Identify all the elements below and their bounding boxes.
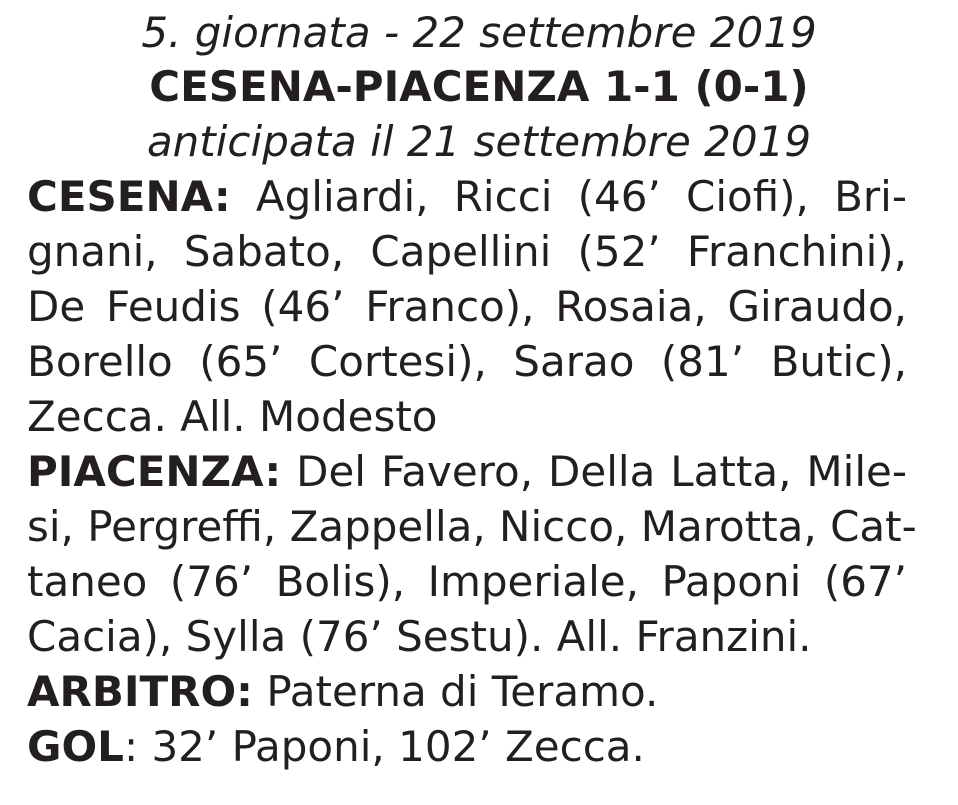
piacenza-lineup-text: Del Favero, Della Latta, Mile- [281,447,907,496]
piacenza-lineup-line-4: Cacia), Sylla (76’ Sestu). All. Franzini. [27,612,812,661]
goals-value: : 32’ Paponi, 102’ Zecca. [123,722,645,771]
cesena-lineup-line-4: Borello (65’ Cortesi), Sarao (81’ Butic), [27,337,907,386]
match-result-heading: CESENA-PIACENZA 1-1 (0-1) [149,62,809,111]
cesena-lineup-line-3: De Feudis (46’ Franco), Rosaia, Giraudo, [27,282,907,331]
cesena-lineup-line-2: gnani, Sabato, Capellini (52’ Franchini), [27,227,907,276]
referee-line [27,665,907,719]
referee-value: Paterna di Teramo. [252,667,659,716]
round-date-heading: 5. giornata - 22 settembre 2019 [141,8,817,57]
piacenza-lineup-line-1 [27,445,907,499]
cesena-lineup-line-1 [27,170,907,224]
piacenza-lineup-line-2: si, Pergreffi, Zappella, Nicco, Marotta, Cat- [27,502,917,551]
piacenza-lineup-line-3: taneo (76’ Bolis), Imperiale, Paponi (67’ [27,557,907,606]
cesena-lineup-line-5: Zecca. All. Modesto [27,392,438,441]
cesena-label: CESENA: [27,172,231,221]
cesena-lineup-text: Agliardi, Ricci (46’ Ciofi), Bri- [230,172,907,221]
goals-line [27,720,907,774]
piacenza-label: PIACENZA: [27,447,282,496]
referee-label: ARBITRO: [27,667,253,716]
goals-label: GOL [27,722,124,771]
match-note: anticipata il 21 settembre 2019 [146,117,812,166]
